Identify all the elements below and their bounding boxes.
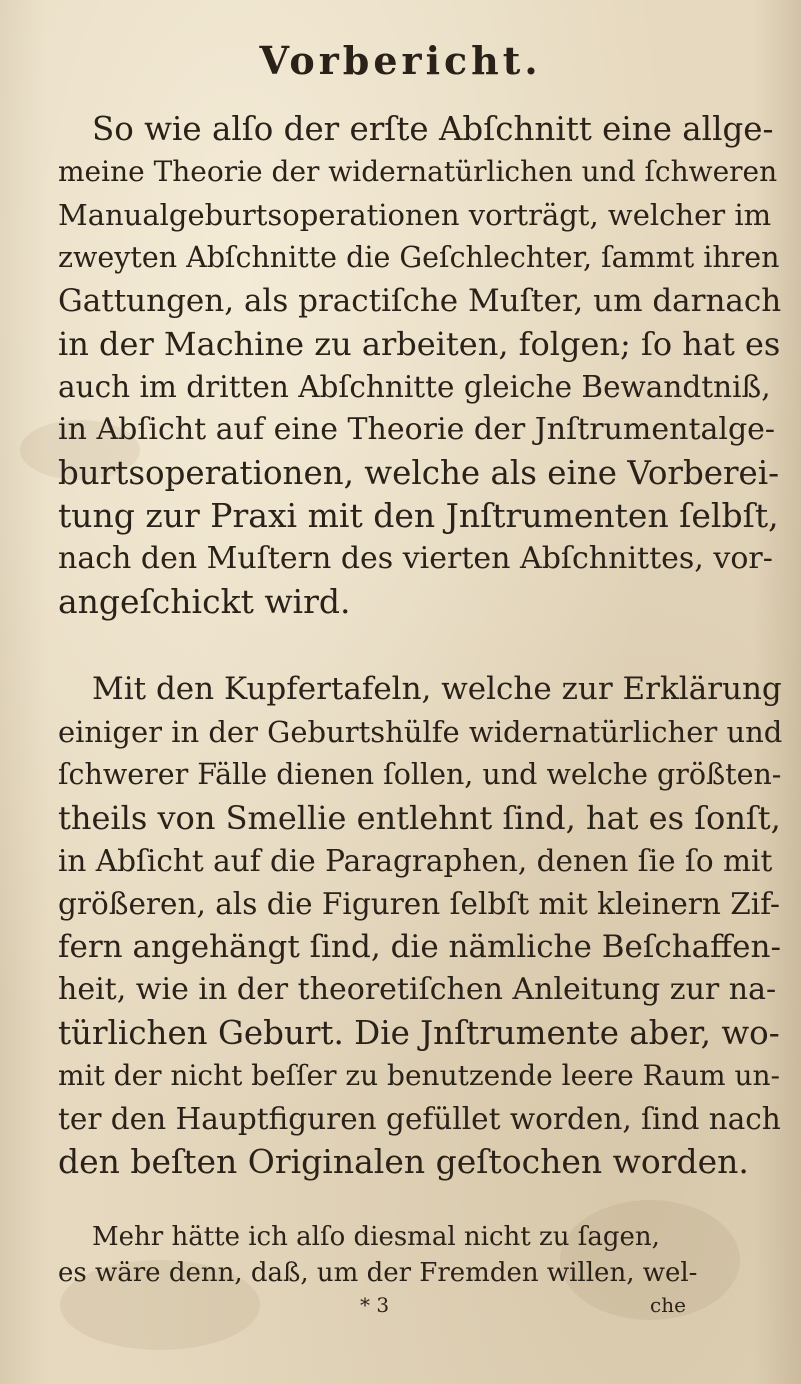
text-line: den beſten Originalen geſtochen worden. xyxy=(58,1142,749,1181)
text-line: türlichen Geburt. Die Jnſtrumente aber, wo- xyxy=(58,1014,780,1052)
text-line: in Abſicht auf eine Theorie der Jnſtrumentalge- xyxy=(58,412,776,447)
text-line: größeren, als die Figuren ſelbſt mit kleinern Zif- xyxy=(58,887,781,921)
text-line: heit, wie in der theoretiſchen Anleitung zur na- xyxy=(58,972,777,1007)
text-line: auch im dritten Abſchnitte gleiche Bewandtniß, xyxy=(58,370,771,404)
text-line: So wie alſo der erſte Abſchnitt eine allge- xyxy=(92,110,774,148)
text-line: es wäre denn, daß, um der Fremden willen, wel- xyxy=(58,1258,698,1288)
text-line: meine Theorie der widernatürlichen und ſchweren xyxy=(58,155,778,188)
text-line: tung zur Praxi mit den Jnſtrumenten ſelbſt, xyxy=(58,496,779,535)
text-line: nach den Muſtern des vierten Abſchnittes, vor- xyxy=(58,541,773,576)
page-heading: Vorbericht. xyxy=(259,38,542,83)
text-line: Mehr hätte ich alſo diesmal nicht zu ſagen, xyxy=(92,1222,660,1252)
text-line: burtsoperationen, welche als eine Vorberei- xyxy=(58,454,780,492)
text-line: ſchwerer Fälle dienen ſollen, und welche größten- xyxy=(58,758,782,791)
text-line: ter den Hauptfiguren gefüllet worden, ſind nach xyxy=(58,1102,781,1136)
text-line: fern angehängt ſind, die nämliche Beſchaffen- xyxy=(58,929,781,965)
text-line: einiger in der Geburtshülfe widernatürlicher und xyxy=(58,715,783,749)
text-line: angeſchickt wird. xyxy=(58,582,351,621)
text-line: zweyten Abſchnitte die Geſchlechter, ſammt ihren xyxy=(58,241,780,274)
text-line: mit der nicht beſſer zu benutzende leere Raum un- xyxy=(58,1059,780,1092)
text-line: Mit den Kupfertafeln, welche zur Erklärung xyxy=(92,671,782,707)
catchword: che xyxy=(650,1293,686,1317)
text-line: in Abſicht auf die Paragraphen, denen ſie ſo mit xyxy=(58,844,773,878)
text-line: theils von Smellie entlehnt ſind, hat es ſonſt, xyxy=(58,799,781,837)
signature-mark: * 3 xyxy=(360,1293,390,1317)
text-line: in der Machine zu arbeiten, folgen; ſo hat es xyxy=(58,325,781,363)
text-line: Gattungen, als practiſche Muſter, um darnach xyxy=(58,283,782,319)
text-line: Manualgeburtsoperationen vorträgt, welcher im xyxy=(58,198,772,232)
